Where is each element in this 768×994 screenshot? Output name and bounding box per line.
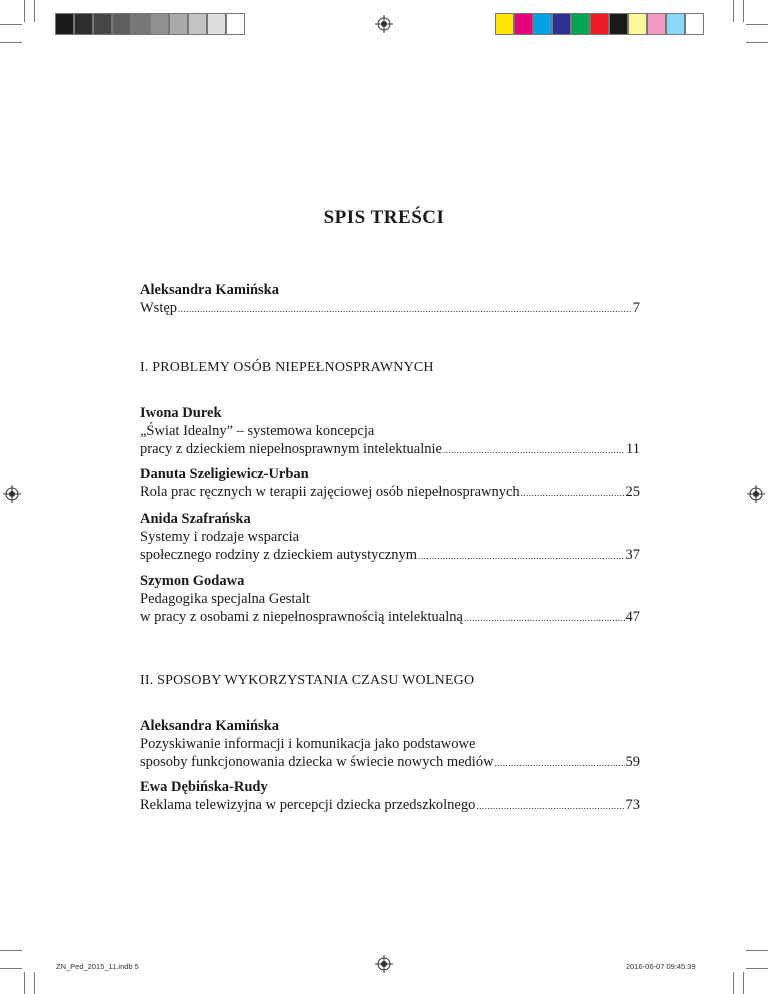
entry-title: Systemy i rodzaje wsparcia	[140, 529, 300, 545]
color-swatch	[74, 13, 93, 35]
entry-title-line	[140, 483, 640, 502]
crop-mark	[24, 0, 25, 22]
color-swatch	[226, 13, 245, 35]
color-swatch	[514, 13, 533, 35]
entry-title-line	[140, 546, 640, 565]
toc-entry[interactable]	[140, 281, 640, 318]
entry-title: Reklama telewizyjna w percepcji dziecka przedszkolnego	[140, 797, 476, 813]
entry-page-number: 37	[625, 547, 640, 563]
section-heading: I. PROBLEMY OSÓB NIEPEŁNOSPRAWNYCH	[140, 360, 434, 375]
entry-title: Pozyskiwanie informacji i komunikacja jako podstawowe	[140, 736, 476, 752]
crop-mark	[746, 42, 768, 43]
crop-mark	[746, 968, 768, 969]
color-swatch	[131, 13, 150, 35]
color-swatch	[112, 13, 131, 35]
dot-leader	[521, 484, 625, 502]
toc-entry[interactable]	[140, 510, 640, 565]
entry-author: Aleksandra Kamińska	[140, 718, 279, 734]
registration-mark-icon	[3, 485, 21, 503]
entry-title: społecznego rodziny z dzieckiem autystycznym	[140, 547, 418, 563]
color-swatch	[495, 13, 514, 35]
color-swatch	[93, 13, 112, 35]
entry-title: Rola prac ręcznych w terapii zajęciowej osób niepełnosprawnych	[140, 484, 520, 500]
dot-leader	[418, 547, 624, 565]
entry-page-number: 59	[625, 754, 640, 770]
color-swatch	[609, 13, 628, 35]
entry-title-line	[140, 753, 640, 772]
entry-page-number: 11	[626, 441, 640, 457]
color-swatch	[571, 13, 590, 35]
entry-page-number: 47	[625, 609, 640, 625]
dot-leader	[443, 441, 625, 459]
dot-leader	[178, 300, 632, 318]
registration-mark-icon	[375, 955, 393, 973]
grayscale-color-bar	[55, 13, 245, 35]
entry-author: Danuta Szeligiewicz-Urban	[140, 466, 309, 482]
crop-mark	[743, 972, 744, 994]
toc-entry[interactable]	[140, 404, 640, 459]
entry-author: Anida Szafrańska	[140, 511, 251, 527]
entry-title: „Świat Idealny” – systemowa koncepcja	[140, 423, 375, 439]
dot-leader	[464, 609, 625, 627]
entry-page-number: 73	[625, 797, 640, 813]
crop-mark	[0, 968, 22, 969]
crop-mark	[0, 950, 22, 951]
registration-mark-icon	[375, 15, 393, 33]
toc-entry[interactable]	[140, 778, 640, 815]
entry-author: Aleksandra Kamińska	[140, 282, 279, 298]
color-swatch	[207, 13, 226, 35]
color-swatch	[55, 13, 74, 35]
entry-page-number: 7	[632, 300, 640, 316]
toc-entry[interactable]	[140, 465, 640, 502]
color-swatch	[685, 13, 704, 35]
section-heading: II. SPOSOBY WYKORZYSTANIA CZASU WOLNEGO	[140, 673, 475, 688]
color-swatch	[590, 13, 609, 35]
entry-author: Ewa Dębińska-Rudy	[140, 779, 268, 795]
dot-leader	[495, 754, 625, 772]
entry-title-line	[140, 440, 640, 459]
toc-entry[interactable]	[140, 572, 640, 627]
crop-mark	[746, 950, 768, 951]
entry-author: Iwona Durek	[140, 405, 222, 421]
entry-title-line	[140, 299, 640, 318]
entry-title-line	[140, 796, 640, 815]
print-slug-file: ZN_Ped_2015_11.indb 5	[56, 962, 139, 971]
crop-mark	[34, 972, 35, 994]
color-swatch	[169, 13, 188, 35]
entry-title: pracy z dzieckiem niepełnosprawnym intelektualnie	[140, 441, 442, 457]
page-title: SPIS TREŚCI	[323, 207, 445, 228]
crop-mark	[733, 972, 734, 994]
cmyk-color-bar	[495, 13, 704, 35]
crop-mark	[743, 0, 744, 22]
crop-mark	[0, 42, 22, 43]
entry-title: sposoby funkcjonowania dziecka w świecie nowych mediów	[140, 754, 494, 770]
color-swatch	[628, 13, 647, 35]
color-swatch	[188, 13, 207, 35]
color-swatch	[552, 13, 571, 35]
crop-mark	[0, 24, 22, 25]
color-swatch	[533, 13, 552, 35]
color-swatch	[150, 13, 169, 35]
color-swatch	[647, 13, 666, 35]
crop-mark	[733, 0, 734, 22]
crop-mark	[24, 972, 25, 994]
dot-leader	[476, 797, 624, 815]
entry-title: Pedagogika specjalna Gestalt	[140, 591, 310, 607]
crop-mark	[34, 0, 35, 22]
entry-title-line	[140, 608, 640, 627]
entry-title: Wstęp	[140, 300, 178, 316]
entry-title: w pracy z osobami z niepełnosprawnością intelektualną	[140, 609, 463, 625]
print-slug-timestamp: 2016-06-07 09:45:39	[626, 962, 696, 971]
registration-mark-icon	[747, 485, 765, 503]
entry-page-number: 25	[625, 484, 640, 500]
entry-author: Szymon Godawa	[140, 573, 245, 589]
color-swatch	[666, 13, 685, 35]
crop-mark	[746, 24, 768, 25]
toc-entry[interactable]	[140, 717, 640, 772]
